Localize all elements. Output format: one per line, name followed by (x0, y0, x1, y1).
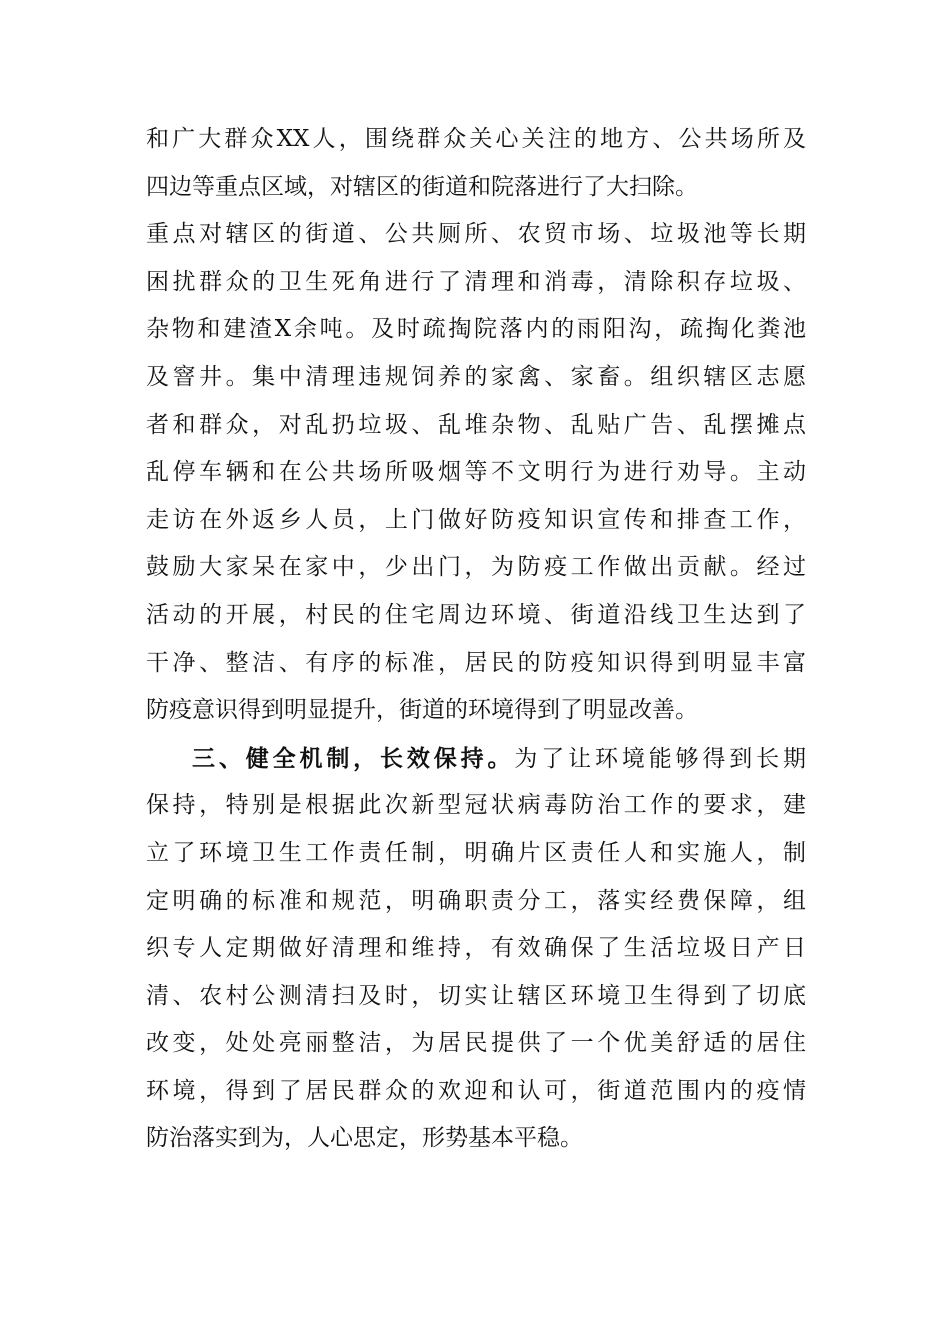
text-line: 改变，处处亮丽整洁，为居民提供了一个优美舒适的居住 (146, 1030, 806, 1057)
text-line: 活动的开展，村民的住宅周边环境、街道沿线卫生达到了 (146, 601, 806, 628)
text-line: 防治落实到为，人心思定，形势基本平稳。 (146, 1125, 583, 1152)
text-line: 立了环境卫生工作责任制，明确片区责任人和实施人，制 (146, 839, 806, 866)
text-line: 织专人定期做好清理和维持，有效确保了生活垃圾日产日 (146, 935, 806, 962)
body-text (146, 116, 806, 1163)
text-line: 防疫意识得到明显提升，街道的环境得到了明显改善。 (146, 697, 698, 724)
text-line: 定明确的标准和规范，明确职责分工，落实经费保障，组 (146, 887, 806, 914)
text-line: 乱停车辆和在公共场所吸烟等不文明行为进行劝导。主动 (146, 459, 806, 486)
text-line: 干净、整洁、有序的标准，居民的防疫知识得到明显丰富 (146, 649, 806, 676)
text-line: 杂物和建渣X余吨。及时疏掏院落内的雨阳沟，疏掏化粪池 (146, 316, 806, 343)
section-3-intro: 为了让环境能够得到长期 (514, 745, 806, 772)
text-line: 保持，特别是根据此次新型冠状病毒防治工作的要求，建 (146, 792, 806, 819)
text-line: 重点对辖区的街道、公共厕所、农贸市场、垃圾池等长期 (146, 221, 806, 248)
text-line: 及窨井。集中清理违规饲养的家禽、家畜。组织辖区志愿 (146, 363, 806, 390)
text-line: 者和群众，对乱扔垃圾、乱堆杂物、乱贴广告、乱摆摊点 (146, 411, 806, 438)
text-line: 鼓励大家呆在家中，少出门，为防疫工作做出贡献。经过 (146, 554, 806, 581)
text-line: 清、农村公测清扫及时，切实让辖区环境卫生得到了切底 (146, 982, 806, 1009)
section-3-first-line (146, 735, 806, 783)
text-line: 困扰群众的卫生死角进行了清理和消毒，清除积存垃圾、 (146, 268, 806, 295)
section-3-heading: 三、健全机制，长效保持。 (192, 744, 515, 772)
text-line: 四边等重点区域，对辖区的街道和院落进行了大扫除。 (146, 173, 698, 200)
text-line: 和广大群众XX人，围绕群众关心关注的地方、公共场所及 (146, 126, 806, 152)
text-line: 环境，得到了居民群众的欢迎和认可，街道范围内的疫情 (146, 1077, 806, 1104)
text-line: 走访在外返乡人员，上门做好防疫知识宣传和排查工作， (146, 506, 806, 533)
